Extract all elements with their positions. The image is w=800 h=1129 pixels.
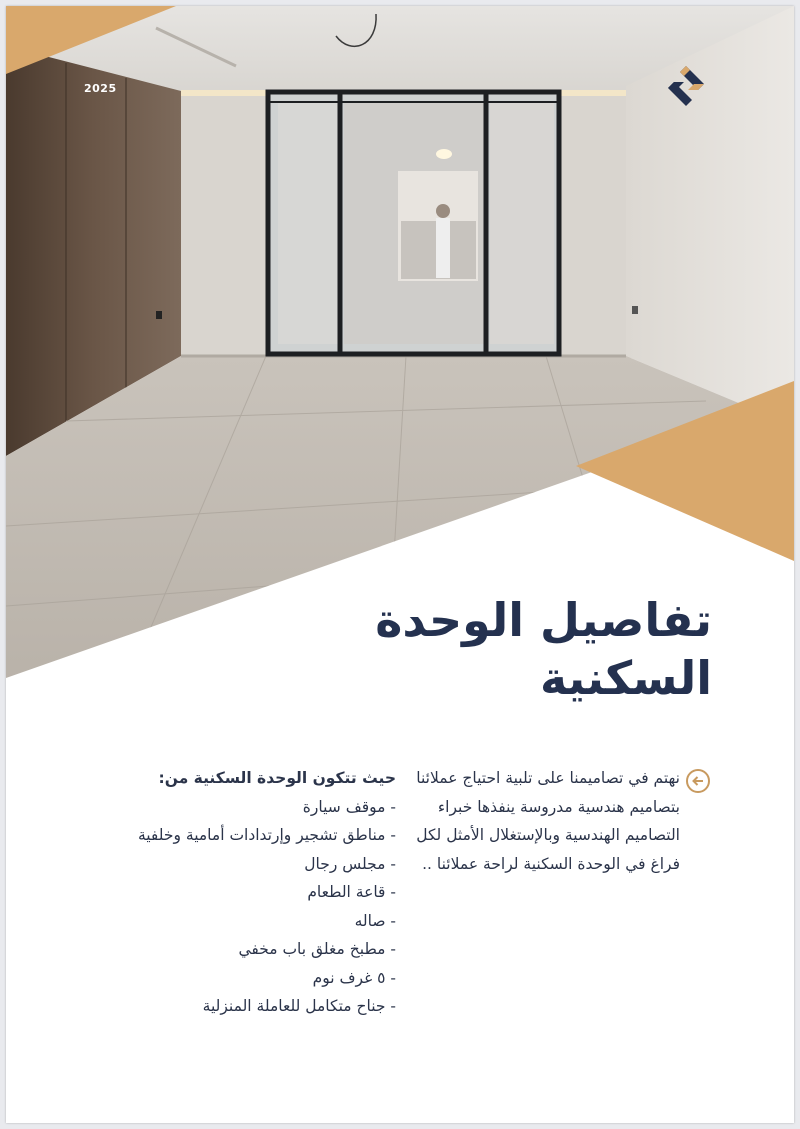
arrow-left-circle-icon xyxy=(686,769,710,793)
list-item: - قاعة الطعام xyxy=(307,883,396,901)
list-item: - جناح متكامل للعاملة المنزلية xyxy=(202,997,396,1015)
year-label: 2025 xyxy=(84,82,117,95)
unit-components-list xyxy=(66,793,396,1021)
list-item: - مناطق تشجير وإرتدادات أمامية وخلفية xyxy=(137,826,396,844)
unit-components xyxy=(66,764,396,1021)
title-line-1: تفاصيل الوحدة xyxy=(375,593,712,647)
list-item: - مجلس رجال xyxy=(304,854,396,873)
list-item: - ٥ غرف نوم xyxy=(312,968,396,987)
brochure-page xyxy=(6,6,794,1123)
title-line-2: السكنية xyxy=(539,651,712,705)
unit-components-heading: حيث تتكون الوحدة السكنية من: xyxy=(158,769,396,787)
intro-paragraph: نهتم في تصاميمنا على تلبية احتياج عملائنا بتصاميم هندسية مدروسة ينفذها خبراء التصاميم الهندسية وبالإستغلال الأمثل لكل فراغ في الوحدة السكنية لراحة عملائنا .. xyxy=(416,769,680,873)
list-item: - صاله xyxy=(354,911,396,930)
list-item: - مطبخ مغلق باب مخفي xyxy=(238,940,396,958)
page-title xyxy=(292,591,712,707)
list-item: - موقف سيارة xyxy=(302,797,396,816)
s-diamond-logo-icon xyxy=(664,64,708,108)
